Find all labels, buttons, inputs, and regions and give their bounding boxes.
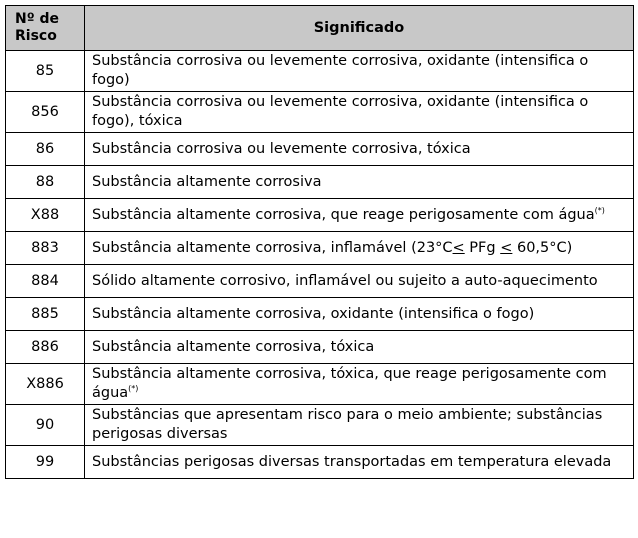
meaning-text: Substância altamente corrosiva, que reage perigosamente com água [92,206,595,223]
table-row [6,133,634,166]
table-row [6,92,634,133]
meaning-cell: Substância altamente corrosiva, tóxica [85,331,634,364]
table-header [6,6,634,51]
meaning-cell: Substância corrosiva ou levemente corrosiva, tóxica [85,133,634,166]
table-row [6,298,634,331]
meaning-cell: Substâncias que apresentam risco para o meio ambiente; substâncias perigosas diversas [85,405,634,446]
risk-code-cell: 883 [6,232,85,265]
risk-code-cell: 85 [6,51,85,92]
meaning-header: Significado [85,6,634,51]
meaning-cell: Substância corrosiva ou levemente corrosiva, oxidante (intensifica o fogo), tóxica [85,92,634,133]
risk-code-cell: 856 [6,92,85,133]
table-body [6,51,634,479]
footnote-marker: (*) [128,384,139,393]
risk-code-cell: 884 [6,265,85,298]
table-row [6,364,634,405]
risk-code-cell: X886 [6,364,85,405]
meaning-text: Substância altamente corrosiva, tóxica, que reage perigosamente com água [92,366,607,401]
table-row [6,265,634,298]
meaning-text: Substância altamente corrosiva, inflamável (23°C [92,239,453,256]
meaning-text: PFg [464,239,501,256]
meaning-cell: Substância corrosiva ou levemente corrosiva, oxidante (intensifica o fogo) [85,51,634,92]
table-row [6,51,634,92]
footnote-marker: (*) [594,205,605,215]
risk-code-cell: 886 [6,331,85,364]
table-row [6,199,634,232]
risk-code-cell: 86 [6,133,85,166]
meaning-cell: Substância altamente corrosiva, oxidante (intensifica o fogo) [85,298,634,331]
table-row [6,232,634,265]
table-row [6,331,634,364]
risk-code-cell: 885 [6,298,85,331]
table-row [6,166,634,199]
risk-code-cell: X88 [6,199,85,232]
meaning-text: 60,5°C) [512,239,573,256]
risk-code-cell: 90 [6,405,85,446]
meaning-cell: Substâncias perigosas diversas transportadas em temperatura elevada [85,446,634,479]
risk-number-header: Nº de Risco [6,6,85,51]
header-row [6,6,634,51]
less-or-equal-symbol: < [452,239,465,256]
table-row [6,405,634,446]
meaning-cell: Substância altamente corrosiva [85,166,634,199]
risk-code-cell: 88 [6,166,85,199]
risk-code-table [5,5,634,479]
risk-code-cell: 99 [6,446,85,479]
table-row [6,446,634,479]
meaning-cell: Sólido altamente corrosivo, inflamável ou sujeito a auto-aquecimento [85,265,634,298]
meaning-cell [85,232,634,265]
meaning-cell [85,364,634,405]
risk-code-table-container [5,5,634,479]
less-or-equal-symbol: < [500,239,513,256]
meaning-cell [85,199,634,232]
